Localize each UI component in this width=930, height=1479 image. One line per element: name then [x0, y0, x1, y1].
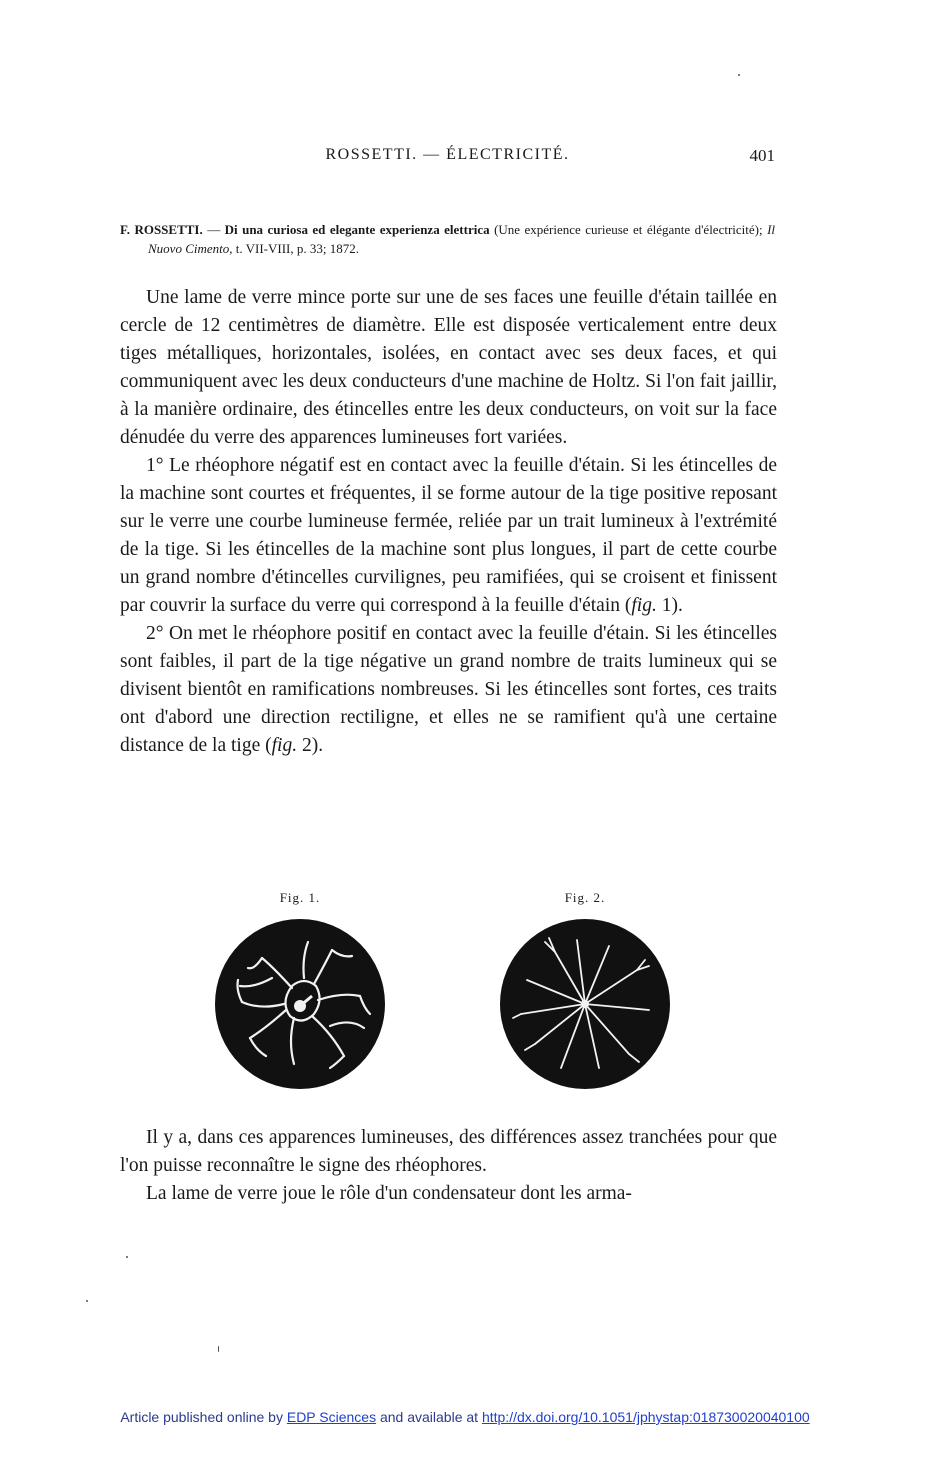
figure-2 — [485, 890, 685, 1090]
reference-author: F. ROSSETTI. — [120, 222, 203, 237]
paragraph-2-fig-ref: fig. — [631, 595, 657, 616]
reference-title-french: (Une expérience curieuse et élégante d'électricité); — [494, 222, 763, 237]
doi-link[interactable]: http://dx.doi.org/10.1051/jphystap:018730020040100 — [481, 1409, 810, 1425]
paragraph-2 — [120, 452, 777, 620]
figure-2-label: Fig. 2. — [564, 890, 606, 905]
reference-details: t. VII-VIII, p. 33; 1872. — [235, 241, 359, 256]
paragraph-3-end: ). — [311, 735, 324, 756]
scan-speck — [218, 1346, 219, 1352]
scan-speck — [738, 74, 740, 76]
publisher-link[interactable]: EDP Sciences — [286, 1409, 377, 1425]
reference-separator: — — [207, 222, 221, 237]
body-text — [120, 284, 777, 760]
reference-journal: Il Nuovo Cimento, — [148, 222, 776, 256]
paragraph-3-text: 2° On met le rhéophore positif en contact avec la feuille d'étain. Si les étincelles sont faibles, il part de la tige négative un grand nombre de traits lumineux qui se divisent bientôt en ramifications nombreuses. Si les étincelles sont fortes, ces traits ont d'abord une direction rectiligne, et elles ne se ramifient qu'à une certaine distance de la tige ( — [120, 623, 777, 756]
page-number: 401 — [749, 146, 775, 165]
paragraph-2-fig-num: 1 — [661, 595, 672, 616]
paragraph-5: La lame de verre joue le rôle d'un condensateur dont les arma- — [146, 1183, 632, 1204]
footer — [0, 1409, 930, 1425]
reference-title-italian: Di una curiosa ed elegante experienza elettrica — [224, 222, 490, 237]
paragraph-1: Une lame de verre mince porte sur une de ses faces une feuille d'étain taillée en cercle de 12 centimètres de diamètre. Elle est disposée verticalement entre deux tiges métalliques, horizontales, isolées, en contact avec ses deux faces, et qui communiquent avec les deux conducteurs d'une machine de Holtz. Si l'on fait jaillir, à la manière ordinaire, des étincelles entre les deux conducteurs, on voit sur la face dénudée du verre des apparences lumineuses fort variées. — [120, 287, 777, 448]
paragraph-3 — [120, 620, 777, 760]
figure-1 — [200, 890, 400, 1090]
figures-row — [120, 890, 777, 1110]
figure-1-label: Fig. 1. — [279, 890, 321, 905]
running-title: ROSSETTI. — ÉLECTRICITÉ. — [325, 146, 570, 163]
paragraph-2-end: ). — [671, 595, 683, 616]
curved-discharge-figure-icon — [214, 918, 386, 1090]
footer-middle: and available at — [379, 1409, 479, 1425]
bibliographic-reference — [120, 220, 775, 258]
scan-speck — [126, 1256, 128, 1258]
running-head — [120, 146, 775, 170]
paragraph-3-fig-ref: fig. — [271, 735, 298, 756]
paragraph-4: Il y a, dans ces apparences lumineuses, des différences assez tranchées pour que l'on puisse reconnaître le signe des rhéophores. — [120, 1127, 777, 1176]
body-text-continued — [120, 1124, 777, 1208]
scan-speck — [86, 1300, 88, 1302]
paragraph-2-text: 1° Le rhéophore négatif est en contact avec la feuille d'étain. Si les étincelles de la machine sont courtes et fréquentes, il se forme autour de la tige positive reposant sur le verre une courbe lumineuse fermée, reliée par un trait lumineux à l'extrémité de la tige. Si les étincelles de la machine sont plus longues, il part de cette courbe un grand nombre d'étincelles curvilignes, peu ramifiées, qui se croisent et finissent par couvrir la surface du verre qui correspond à la feuille d'étain ( — [120, 455, 777, 616]
paragraph-3-fig-num: 2 — [301, 735, 312, 756]
radial-discharge-figure-icon — [499, 918, 671, 1090]
footer-prefix: Article published online by — [120, 1409, 283, 1425]
